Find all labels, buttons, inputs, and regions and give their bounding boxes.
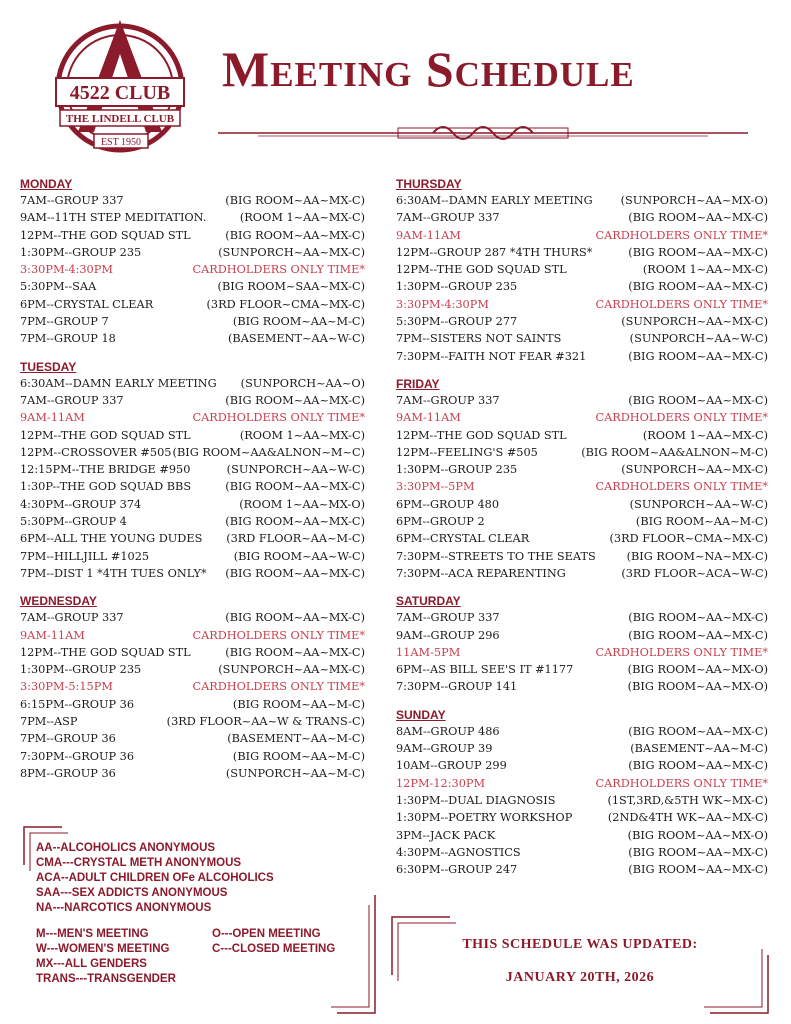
meeting-location: (SUNPORCH~AA~MX-C): [621, 315, 768, 329]
meeting-location: (ROOM 1~AA~MX-C): [642, 428, 768, 442]
meeting-time-name: 6PM--ALL THE YOUNG DUDES: [20, 532, 203, 546]
meeting-time-name: 6PM--CRYSTAL CLEAR: [396, 532, 530, 546]
legend-type-row: [36, 972, 335, 987]
meeting-location: (BASEMENT~AA~M-C): [227, 732, 365, 746]
meeting-time-name: 1:30PM--GROUP 235: [396, 280, 518, 294]
meeting-row: [396, 530, 768, 547]
meeting-location: (BIG ROOM~AA&ALNON~M~C): [172, 445, 365, 459]
meeting-time-name: 4:30PM--GROUP 374: [20, 497, 142, 511]
meeting-row: [396, 661, 768, 678]
legend-type-item: C---CLOSED MEETING: [212, 943, 336, 955]
page-title: Meeting Schedule: [222, 41, 635, 97]
meeting-time-name: 7:30PM--ACA REPARENTING: [396, 566, 566, 580]
meeting-location: CARDHOLDERS ONLY TIME*: [595, 411, 768, 425]
meeting-row: [396, 348, 768, 365]
meeting-row: [20, 696, 365, 713]
meeting-location: CARDHOLDERS ONLY TIME*: [595, 297, 768, 311]
meeting-time-name: 12PM--THE GOD SQUAD STL: [396, 263, 567, 277]
meeting-location: CARDHOLDERS ONLY TIME*: [192, 263, 365, 277]
meeting-time-name: 12:15PM--THE BRIDGE #950: [20, 463, 191, 477]
meeting-row: [396, 209, 768, 226]
day-section-sunday: [396, 708, 768, 879]
meeting-location: (BIG ROOM~AA~MX-O): [627, 663, 768, 677]
meeting-location: (ROOM 1~AA~MX-C): [642, 263, 768, 277]
meeting-row: [396, 244, 768, 261]
meeting-location: (BASEMENT~AA~M-C): [630, 742, 768, 756]
meeting-location: CARDHOLDERS ONLY TIME*: [595, 645, 768, 659]
meeting-location: (BIG ROOM~AA~M-C): [232, 749, 365, 763]
meeting-time-name: 12PM--THE GOD SQUAD STL: [20, 645, 191, 659]
meeting-row: [20, 609, 365, 626]
meeting-row: [396, 723, 768, 740]
meeting-time-name: 12PM--THE GOD SQUAD STL: [20, 228, 191, 242]
meeting-row: [396, 792, 768, 809]
meeting-location: (SUNPORCH~AA~MX-C): [621, 463, 768, 477]
update-box: [390, 915, 770, 1015]
day-heading: MONDAY: [20, 177, 73, 191]
meeting-row: [396, 809, 768, 826]
legend-meeting-types: [36, 927, 335, 987]
meeting-location: (BIG ROOM~AA~MX-C): [628, 724, 768, 738]
meeting-row: [20, 748, 365, 765]
update-date: JANUARY 20TH, 2026: [505, 970, 655, 985]
meeting-location: (BIG ROOM~AA~MX-C): [628, 863, 768, 877]
meeting-time-name: 7AM--GROUP 337: [20, 393, 124, 407]
meeting-location: (BIG ROOM~NA~MX-C): [626, 549, 768, 563]
meeting-time-name: 3PM--JACK PACK: [396, 828, 496, 842]
legend-type-item: O---OPEN MEETING: [212, 928, 321, 940]
meeting-time-name: 5:30PM--GROUP 4: [20, 515, 127, 529]
meeting-time-name: 9AM--GROUP 296: [396, 628, 500, 642]
meeting-time-name: 12PM-12:30PM: [396, 776, 486, 790]
meeting-location: (BIG ROOM~AA~MX-C): [628, 845, 768, 859]
meeting-location: (SUNPORCH~AA~MX-C): [218, 663, 365, 677]
day-heading: THURSDAY: [396, 177, 462, 191]
meeting-row: [20, 313, 365, 330]
meeting-row: [396, 330, 768, 347]
cardholders-row: [396, 296, 768, 313]
meeting-location: (BIG ROOM~AA~MX-C): [225, 566, 365, 580]
cardholders-row: [396, 409, 768, 426]
meeting-time-name: 6:30AM--DAMN EARLY MEETING: [20, 376, 217, 390]
meeting-location: (SUNPORCH~AA~W-C): [226, 463, 365, 477]
meeting-time-name: 6:30PM--GROUP 247: [396, 863, 518, 877]
day-heading: SATURDAY: [396, 594, 461, 609]
meeting-location: (BIG ROOM~AA~MX-C): [225, 194, 365, 207]
meeting-time-name: 12PM--THE GOD SQUAD STL: [20, 428, 191, 442]
meeting-time-name: 6:15PM--GROUP 36: [20, 697, 135, 711]
meeting-time-name: 7PM--GROUP 36: [20, 732, 116, 746]
meeting-time-name: 8PM--GROUP 36: [20, 766, 116, 780]
meeting-time-name: 6PM--GROUP 2: [396, 515, 485, 529]
meeting-time-name: 7PM--DIST 1 *4TH TUES ONLY*: [20, 566, 207, 580]
meeting-row: [396, 565, 768, 582]
meeting-time-name: 7AM--GROUP 337: [396, 611, 500, 625]
meeting-location: (SUNPORCH~AA~M-C): [225, 766, 365, 780]
meeting-time-name: 12PM--GROUP 287 *4TH THURS*: [396, 245, 593, 259]
meeting-location: CARDHOLDERS ONLY TIME*: [595, 228, 768, 242]
meeting-time-name: 6PM--AS BILL SEE'S IT #1177: [396, 663, 574, 677]
meeting-time-name: 7AM--GROUP 337: [396, 211, 500, 225]
meeting-location: (2ND&4TH WK~AA~MX-C): [607, 811, 768, 825]
legend-type-row: [36, 942, 335, 957]
meeting-row: [20, 427, 365, 444]
title-ornament: [218, 118, 748, 148]
meeting-location: (BASEMENT~AA~W-C): [228, 332, 365, 346]
meeting-row: [396, 861, 768, 878]
meeting-row: [396, 261, 768, 278]
legend-type-item: TRANS---TRANSGENDER: [36, 973, 176, 985]
meeting-time-name: 1:30PM--GROUP 235: [20, 663, 142, 677]
meeting-location: (BIG ROOM~AA~MX-C): [628, 611, 768, 625]
meeting-row: [396, 678, 768, 695]
meeting-time-name: 3:30PM-4:30PM: [20, 263, 113, 277]
meeting-location: (BIG ROOM~AA~M-C): [232, 697, 365, 711]
meeting-time-name: 3:30PM-5:15PM: [20, 680, 113, 694]
update-title: THIS SCHEDULE WAS UPDATED:: [462, 937, 698, 952]
meeting-location: (BIG ROOM~AA~MX-C): [225, 228, 365, 242]
meeting-location: (BIG ROOM~AA~MX-C): [628, 349, 768, 363]
meeting-time-name: 11AM-5PM: [396, 645, 461, 659]
meeting-row: [20, 713, 365, 730]
meeting-time-name: 12PM--CROSSOVER #505: [20, 445, 172, 459]
meeting-time-name: 7PM--GROUP 18: [20, 332, 116, 346]
meeting-location: (BIG ROOM~AA~MX-O): [627, 680, 768, 694]
meeting-location: (BIG ROOM~AA~MX-O): [627, 828, 768, 842]
meeting-time-name: 7:30PM--FAITH NOT FEAR #321: [396, 349, 587, 363]
day-heading: SUNDAY: [396, 707, 446, 722]
cardholders-row: [20, 409, 365, 426]
meeting-time-name: 8AM--GROUP 486: [396, 724, 500, 738]
meeting-time-name: 10AM--GROUP 299: [396, 759, 507, 773]
meeting-row: [20, 375, 365, 392]
meeting-row: [396, 513, 768, 530]
meeting-row: [396, 827, 768, 844]
meeting-row: [20, 565, 365, 582]
meeting-location: (BIG ROOM~AA&ALNON~M-C): [581, 445, 768, 459]
cardholders-row: [396, 775, 768, 792]
meeting-location: (3RD FLOOR~AA~W & TRANS-C): [166, 715, 365, 729]
meeting-row: [396, 313, 768, 330]
day-section-tuesday: [20, 360, 365, 583]
meeting-location: (ROOM 1~AA~MX-C): [239, 428, 365, 442]
meeting-time-name: 3:30PM-4:30PM: [396, 297, 489, 311]
meeting-row: [20, 192, 365, 209]
meeting-location: (3RD FLOOR~ACA~W-C): [621, 566, 768, 580]
day-section-monday: [20, 177, 365, 348]
cardholders-row: [396, 227, 768, 244]
cardholders-row: [20, 678, 365, 695]
meeting-time-name: 12PM--THE GOD SQUAD STL: [396, 428, 567, 442]
cardholders-row: [396, 644, 768, 661]
meeting-row: [20, 478, 365, 495]
meeting-time-name: 1:30PM--POETRY WORKSHOP: [396, 811, 573, 825]
meeting-time-name: 7:30PM--GROUP 141: [396, 680, 518, 694]
logo-established: EST 1950: [100, 137, 142, 148]
meeting-time-name: 7PM--ASP: [20, 715, 78, 729]
meeting-row: [20, 444, 365, 461]
meeting-location: (BIG ROOM~AA~MX-C): [628, 245, 768, 259]
day-section-thursday: [396, 177, 768, 365]
meeting-time-name: 6PM--GROUP 480: [396, 497, 500, 511]
meeting-time-name: 9AM--GROUP 39: [396, 742, 493, 756]
meeting-time-name: 7PM--GROUP 7: [20, 315, 109, 329]
cardholders-row: [396, 478, 768, 495]
meeting-location: (1ST,3RD,&5TH WK~MX-C): [607, 793, 768, 807]
day-section-saturday: [396, 594, 768, 695]
meeting-location: (3RD FLOOR~CMA~MX-C): [206, 297, 365, 311]
meeting-time-name: 9AM--11TH STEP MEDITATION.: [20, 211, 207, 225]
legend-program-item: SAA---SEX ADDICTS ANONYMOUS: [36, 887, 228, 899]
meeting-time-name: 7PM--SISTERS NOT SAINTS: [396, 332, 562, 346]
meeting-time-name: 4:30PM--AGNOSTICS: [396, 845, 521, 859]
meeting-location: (3RD FLOOR~CMA~MX-C): [609, 532, 768, 546]
day-section-friday: [396, 377, 768, 582]
legend-type-item: M---MEN'S MEETING: [36, 928, 149, 940]
meeting-row: [20, 209, 365, 226]
meeting-time-name: 3:30PM--5PM: [396, 480, 475, 494]
day-heading: FRIDAY: [396, 376, 440, 391]
meeting-time-name: 7PM--HILLJILL #1025: [20, 549, 150, 563]
logo-subtitle: THE LINDELL CLUB: [65, 113, 175, 125]
meeting-row: [396, 609, 768, 626]
schedule-right-column: [396, 177, 768, 890]
meeting-location: (BIG ROOM~SAA~MX-C): [217, 280, 365, 294]
meeting-location: CARDHOLDERS ONLY TIME*: [192, 628, 365, 642]
meeting-time-name: 12PM--FEELING'S #505: [396, 445, 538, 459]
meeting-location: (BIG ROOM~AA~MX-C): [225, 393, 365, 407]
meeting-time-name: 9AM-11AM: [20, 628, 85, 642]
meeting-time-name: 5:30PM--SAA: [20, 280, 97, 294]
meeting-time-name: 7:30PM--GROUP 36: [20, 749, 135, 763]
meeting-time-name: 1:30PM--GROUP 235: [20, 245, 142, 259]
meeting-location: CARDHOLDERS ONLY TIME*: [192, 680, 365, 694]
meeting-row: [396, 496, 768, 513]
meeting-location: (BIG ROOM~AA~MX-C): [628, 393, 768, 407]
meeting-row: [396, 444, 768, 461]
meeting-location: (3RD FLOOR~AA~M-C): [226, 532, 365, 546]
meeting-location: (ROOM 1~AA~MX-O): [239, 497, 365, 511]
meeting-row: [20, 730, 365, 747]
meeting-time-name: 7:30PM--STREETS TO THE SEATS: [396, 549, 596, 563]
meeting-location: (BIG ROOM~AA~MX-C): [628, 211, 768, 225]
meeting-location: (SUNPORCH~AA~MX-C): [218, 245, 365, 259]
meeting-location: (BIG ROOM~AA~M-C): [232, 315, 365, 329]
meeting-time-name: 5:30PM--GROUP 277: [396, 315, 518, 329]
legend-programs: [36, 841, 274, 916]
meeting-row: [20, 661, 365, 678]
cardholders-row: [20, 627, 365, 644]
meeting-row: [20, 227, 365, 244]
meeting-row: [20, 392, 365, 409]
meeting-location: CARDHOLDERS ONLY TIME*: [595, 480, 768, 494]
meeting-row: [396, 192, 768, 209]
legend-program-item: NA---NARCOTICS ANONYMOUS: [36, 902, 212, 914]
meeting-row: [396, 740, 768, 757]
meeting-location: (BIG ROOM~AA~MX-C): [225, 515, 365, 529]
meeting-time-name: 1:30PM--GROUP 235: [396, 463, 518, 477]
meeting-location: (BIG ROOM~AA~MX-C): [628, 628, 768, 642]
meeting-location: CARDHOLDERS ONLY TIME*: [595, 776, 768, 790]
meeting-row: [20, 244, 365, 261]
meeting-row: [20, 548, 365, 565]
legend-type-row: [36, 927, 335, 942]
meeting-row: [396, 757, 768, 774]
meeting-time-name: 6PM--CRYSTAL CLEAR: [20, 297, 154, 311]
meeting-row: [396, 461, 768, 478]
meeting-row: [20, 278, 365, 295]
meeting-row: [20, 530, 365, 547]
meeting-row: [20, 496, 365, 513]
meeting-time-name: 7AM--GROUP 337: [20, 194, 124, 207]
meeting-row: [396, 844, 768, 861]
meeting-row: [396, 627, 768, 644]
meeting-row: [396, 427, 768, 444]
meeting-row: [396, 392, 768, 409]
legend-type-row: [36, 957, 335, 972]
legend-program-item: ACA--ADULT CHILDREN OFe ALCOHOLICS: [36, 872, 274, 884]
day-heading: TUESDAY: [20, 359, 77, 374]
meeting-row: [20, 644, 365, 661]
day-section-wednesday: [20, 594, 365, 782]
meeting-location: (BIG ROOM~AA~MX-C): [628, 759, 768, 773]
club-logo: [50, 14, 190, 164]
meeting-time-name: 1:30P--THE GOD SQUAD BBS: [20, 480, 192, 494]
legend-type-item: W---WOMEN'S MEETING: [36, 943, 170, 955]
meeting-location: (SUNPORCH~AA~W-C): [629, 332, 768, 346]
legend-box: [22, 825, 377, 1015]
meeting-time-name: 9AM-11AM: [20, 411, 85, 425]
meeting-location: (SUNPORCH~AA~O): [240, 376, 365, 390]
meeting-row: [20, 765, 365, 782]
logo-name: 4522 CLUB: [69, 82, 171, 104]
meeting-time-name: 6:30AM--DAMN EARLY MEETING: [396, 194, 593, 207]
update-frame: [390, 915, 770, 1015]
legend-type-item: MX---ALL GENDERS: [36, 958, 147, 970]
meeting-location: (BIG ROOM~AA~MX-C): [225, 480, 365, 494]
legend-program-item: AA--ALCOHOLICS ANONYMOUS: [36, 842, 216, 854]
meeting-time-name: 9AM-11AM: [396, 228, 461, 242]
meeting-location: (BIG ROOM~AA~M-C): [635, 515, 768, 529]
meeting-location: (SUNPORCH~AA~MX-O): [620, 194, 768, 207]
meeting-row: [20, 513, 365, 530]
meeting-time-name: 9AM-11AM: [396, 411, 461, 425]
meeting-location: (BIG ROOM~AA~MX-C): [225, 611, 365, 625]
legend-program-item: CMA---CRYSTAL METH ANONYMOUS: [36, 857, 242, 869]
meeting-location: (BIG ROOM~AA~MX-C): [628, 280, 768, 294]
meeting-row: [20, 461, 365, 478]
meeting-location: (BIG ROOM~AA~MX-C): [225, 645, 365, 659]
meeting-location: (ROOM 1~AA~MX-C): [239, 211, 365, 225]
meeting-location: (BIG ROOM~AA~W-C): [233, 549, 365, 563]
meeting-location: (SUNPORCH~AA~W-C): [629, 497, 768, 511]
meeting-row: [20, 296, 365, 313]
meeting-location: CARDHOLDERS ONLY TIME*: [192, 411, 365, 425]
cardholders-row: [20, 261, 365, 278]
meeting-time-name: 1:30PM--DUAL DIAGNOSIS: [396, 793, 556, 807]
day-heading: WEDNESDAY: [20, 594, 97, 609]
schedule-left-column: [20, 177, 365, 794]
meeting-row: [396, 278, 768, 295]
meeting-row: [20, 330, 365, 347]
meeting-time-name: 7AM--GROUP 337: [20, 611, 124, 625]
meeting-row: [396, 548, 768, 565]
meeting-time-name: 7AM--GROUP 337: [396, 393, 500, 407]
